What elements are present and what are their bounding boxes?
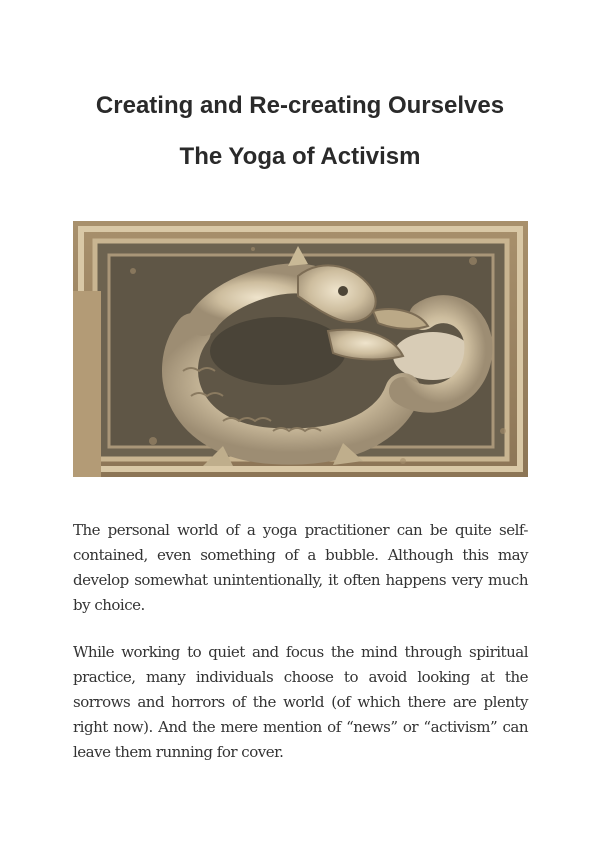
body-paragraph-2: While working to quiet and focus the mind through spiritual practice, many individuals choose to avoid looking at the sorrows and horrors of the world (of which there are plenty right now). And the mere mention of “news” or “activism” can leave them running for cover. [73, 643, 528, 761]
dragon-relief-icon [73, 221, 528, 477]
page-subtitle: The Yoga of Activism [179, 143, 421, 170]
body-paragraph-1: The personal world of a yoga practitioner can be quite self-contained, even something of a bubble. Although this may develop somewhat unintentionally, it often happens very much by choice. [73, 521, 528, 614]
page-title: Creating and Re-creating Ourselves [95, 92, 505, 119]
stone-dragon-relief-image [73, 221, 528, 477]
